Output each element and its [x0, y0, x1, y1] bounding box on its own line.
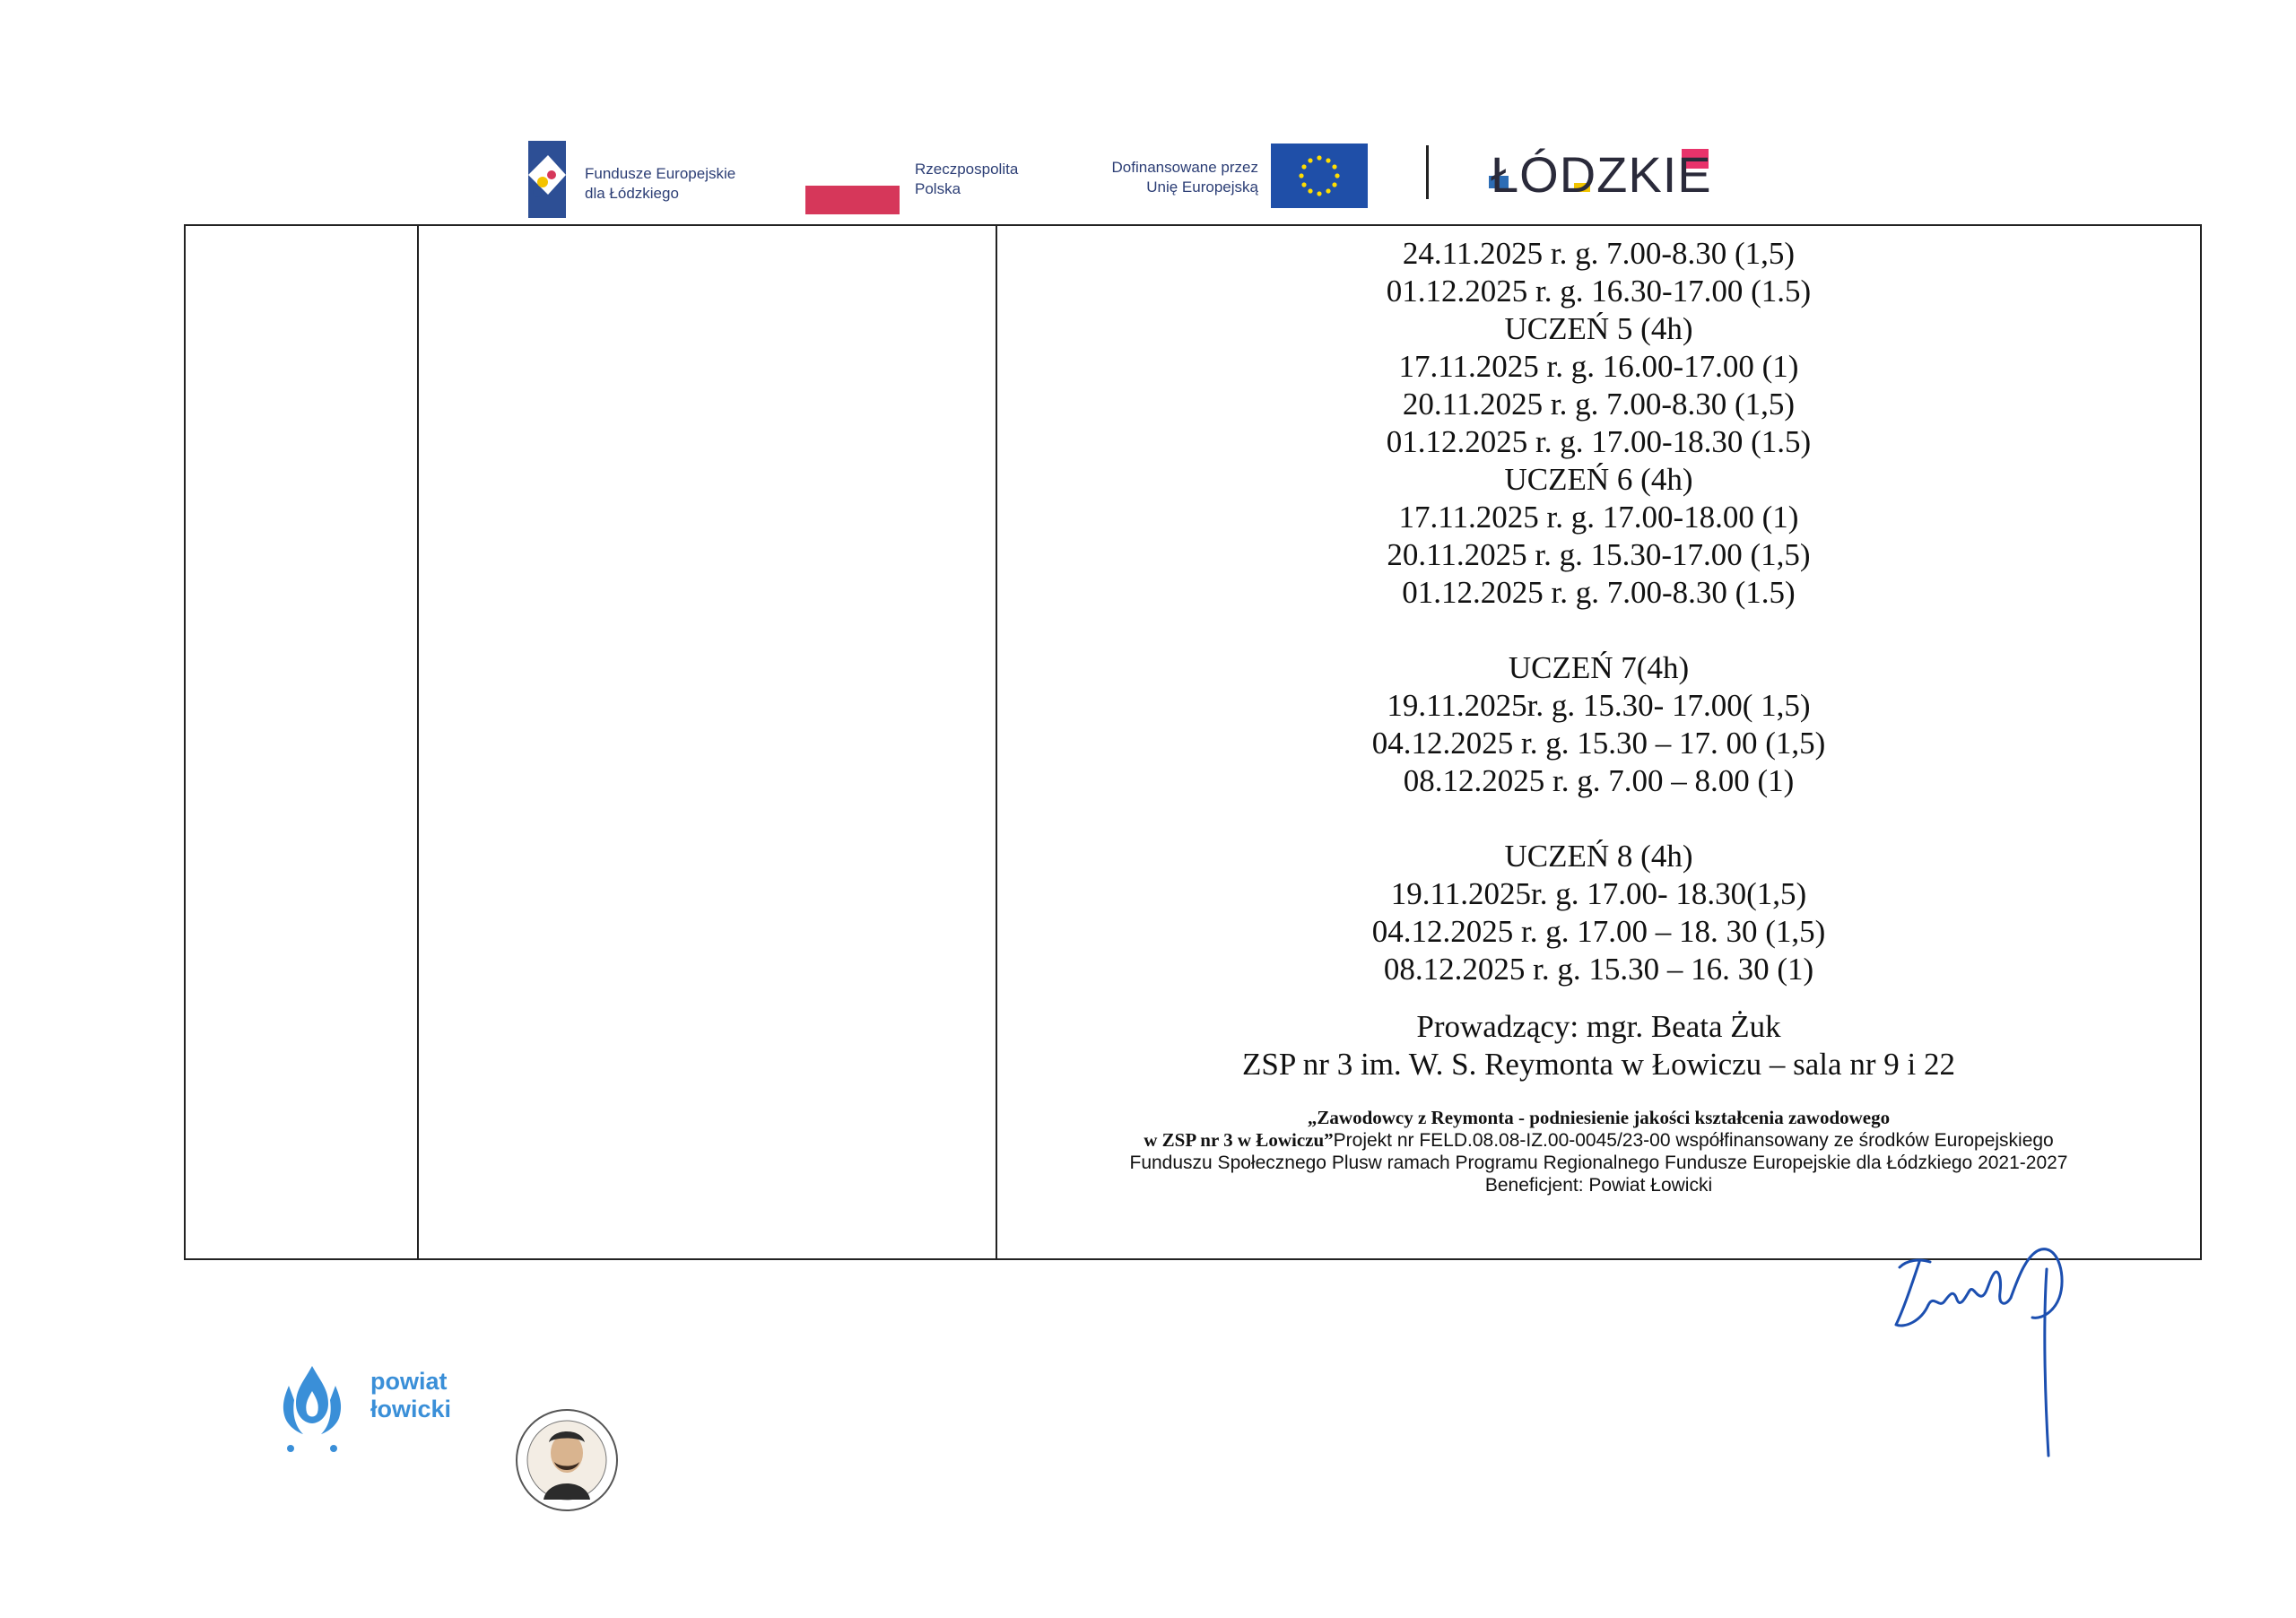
schedule-entry: 17.11.2025 r. g. 16.00-17.00 (1)	[1398, 349, 1799, 384]
signature	[1883, 1242, 2090, 1466]
schedule-entry: 19.11.2025r. g. 17.00- 18.30(1,5)	[1390, 876, 1807, 911]
powiat-flame-icon	[276, 1359, 348, 1457]
schedule-spacer	[997, 612, 2200, 649]
project-note	[997, 1107, 2200, 1196]
schedule-entry: 01.12.2025 r. g. 17.00-18.30 (1.5)	[1386, 424, 1812, 459]
instructor-line: Prowadzący: mgr. Beata Żuk	[1416, 1009, 1781, 1044]
eu-logo-text: Dofinansowane przez Unię Europejską	[1111, 159, 1258, 196]
project-fund-line: Funduszu Społecznego Plusw ramach Programu Regionalnego Fundusze Europejskie dla Łódzkiego 2021-2027	[1129, 1153, 2068, 1173]
student-heading: UCZEŃ 6 (4h)	[1504, 462, 1693, 497]
school-seal-logo	[513, 1406, 621, 1514]
schedule-entry: 08.12.2025 r. g. 15.30 – 16. 30 (1)	[1383, 952, 1814, 987]
project-title-cont: w ZSP nr 3 w Łowiczu”	[1144, 1129, 1334, 1151]
table-column-divider	[417, 226, 419, 1258]
schedule-entry: 08.12.2025 r. g. 7.00 – 8.00 (1)	[1403, 763, 1795, 798]
schedule-entry: 20.11.2025 r. g. 15.30-17.00 (1,5)	[1387, 537, 1811, 572]
schedule-lines	[997, 226, 2200, 988]
project-number-text: Projekt nr FELD.08.08-IZ.00-0045/23-00 współfinansowany ze środków Europejskiego	[1333, 1130, 2054, 1151]
schedule-cell	[997, 226, 2200, 1258]
schedule-table	[184, 224, 2202, 1260]
schedule-entry: 24.11.2025 r. g. 7.00-8.30 (1,5)	[1402, 236, 1796, 271]
student-heading: UCZEŃ 5 (4h)	[1504, 311, 1693, 346]
eu-flag-icon	[1271, 144, 1368, 208]
project-title-line: „Zawodowcy z Reymonta - podniesienie jakości kształcenia zawodowego	[1307, 1107, 1891, 1128]
schedule-entry: 19.11.2025r. g. 15.30- 17.00( 1,5)	[1387, 688, 1811, 723]
instructor-block	[997, 1008, 2200, 1083]
schedule-entry: 17.11.2025 r. g. 17.00-18.00 (1)	[1398, 500, 1799, 535]
logo-separator	[1426, 145, 1429, 199]
schedule-entry: 01.12.2025 r. g. 7.00-8.30 (1.5)	[1402, 575, 1796, 610]
rp-logo-text: Rzeczpospolita Polska	[915, 161, 1019, 197]
poland-flag-icon	[805, 157, 900, 214]
student-heading: UCZEŃ 8 (4h)	[1504, 839, 1693, 874]
project-info-line	[997, 1129, 2200, 1152]
lodzkie-logo	[1489, 142, 1735, 204]
svg-text:ŁÓDZKIE: ŁÓDZKIE	[1491, 146, 1712, 203]
student-heading: UCZEŃ 7(4h)	[1508, 650, 1690, 685]
schedule-entry: 20.11.2025 r. g. 7.00-8.30 (1,5)	[1402, 387, 1796, 422]
fe-logo-text: Fundusze Europejskie dla Łódzkiego	[585, 165, 736, 202]
fundusze-europejskie-emblem-icon	[525, 139, 570, 220]
schedule-entry: 04.12.2025 r. g. 17.00 – 18. 30 (1,5)	[1371, 914, 1826, 949]
location-line: ZSP nr 3 im. W. S. Reymonta w Łowiczu – sala nr 9 i 22	[1242, 1047, 1955, 1082]
beneficiary-line: Beneficjent: Powiat Łowicki	[1484, 1175, 1713, 1196]
powiat-lowicki-logo	[276, 1359, 474, 1457]
schedule-spacer	[997, 800, 2200, 838]
powiat-text: powiat łowicki	[370, 1368, 452, 1422]
logo-strip	[525, 135, 1762, 233]
schedule-entry: 04.12.2025 r. g. 15.30 – 17. 00 (1,5)	[1371, 726, 1826, 761]
schedule-entry: 01.12.2025 r. g. 16.30-17.00 (1.5)	[1386, 274, 1812, 309]
